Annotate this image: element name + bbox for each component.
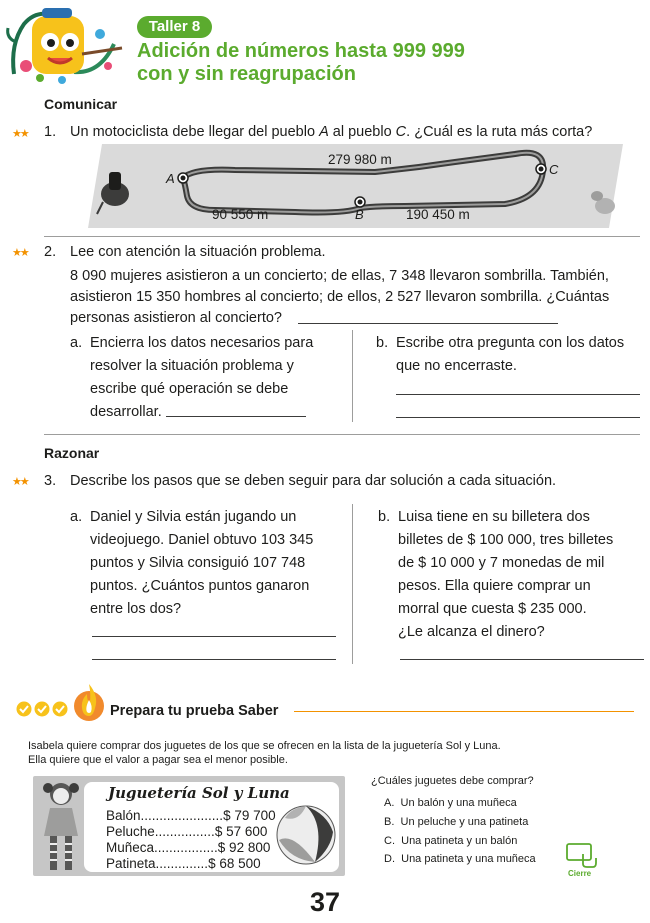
q3b-line: morral que cuesta $ 235 000.: [398, 601, 587, 617]
q3a-label: a.: [70, 509, 83, 525]
q3a-line: puntos. ¿Cuántos puntos ganaron: [90, 578, 310, 594]
flame-icon: [73, 678, 105, 722]
option-text: Una patineta y un balón: [401, 835, 518, 847]
toy-name: Muñeca: [106, 840, 155, 855]
q2b-line: que no encerraste.: [396, 358, 517, 374]
answer-line[interactable]: [166, 416, 306, 417]
dot-leader: ................: [154, 824, 215, 839]
cierre-label: Cierre: [568, 869, 592, 878]
option-c[interactable]: [384, 835, 517, 847]
toy-name: Balón: [106, 808, 141, 823]
answer-line[interactable]: [396, 394, 640, 395]
option-text: Un peluche y una patineta: [400, 816, 529, 828]
dot-leader: ......................: [140, 808, 224, 823]
distance-right: 190 450 m: [406, 207, 470, 222]
doll-illustration: [36, 780, 86, 874]
saber-intro: [28, 739, 501, 767]
q3-text: Describe los pasos que se deben seguir para dar solución a cada situación.: [70, 473, 557, 489]
saber-intro-line: Ella quiere que el valor a pagar sea el menor posible.: [28, 754, 288, 766]
toy-item-muneca: [106, 840, 270, 856]
q2-body-line: personas asistieron al concierto?: [70, 310, 282, 326]
option-letter: C.: [384, 835, 395, 847]
page-number: 37: [309, 887, 341, 917]
saber-rule: [294, 711, 634, 712]
q3-number: 3.: [44, 473, 57, 489]
q2a-label: a.: [70, 335, 83, 351]
point-c-label: C: [549, 162, 559, 177]
q2-body-line: asistieron 15 350 hombres al concierto; de ellos, 2 527 llevaron sombrilla. ¿Cuántas: [70, 289, 610, 305]
option-letter: B.: [384, 816, 395, 828]
option-d[interactable]: [384, 853, 536, 865]
q2-body-line: 8 090 mujeres asistieron a un concierto; de ellas, 7 348 llevaron sombrilla. También,: [70, 268, 609, 284]
q2a-line: desarrollar.: [90, 404, 162, 420]
point-b-label: B: [355, 207, 364, 222]
difficulty-stars-icon: ★★: [12, 128, 28, 140]
q3b-line: Luisa tiene en su billetera dos: [398, 509, 590, 525]
store-name: Juguetería Sol y Luna: [108, 784, 290, 802]
q2-body: [70, 266, 609, 329]
q2b-label: b.: [376, 335, 389, 351]
option-b[interactable]: [384, 816, 528, 828]
q3b-line: de $ 10 000 y 7 monedas de mil: [398, 555, 605, 571]
option-text: Un balón y una muñeca: [400, 797, 517, 809]
q1-number: 1.: [44, 124, 57, 140]
page-title: [137, 40, 465, 86]
toy-price: $ 79 700: [223, 808, 276, 823]
answer-line[interactable]: [92, 636, 336, 637]
q1-text: Un motociclista debe llegar del pueblo A al pueblo C. ¿Cuál es la ruta más corta?: [70, 124, 593, 140]
q2a-line: Encierra los datos necesarios para: [90, 335, 314, 351]
answer-line[interactable]: [92, 659, 336, 660]
title-line-2: con y sin reagrupación: [137, 63, 356, 85]
dot-leader: .................: [154, 840, 218, 855]
option-a[interactable]: [384, 797, 517, 809]
distance-top: 279 980 m: [328, 152, 392, 167]
toy-name: Peluche: [106, 824, 155, 839]
distance-left: 90 550 m: [212, 207, 269, 222]
ball-illustration: [275, 804, 337, 866]
workshop-badge: Taller 8: [137, 16, 212, 38]
q3b-line: pesos. Ella quiere comprar un: [398, 578, 591, 594]
q3a-line: entre los dos?: [90, 601, 182, 617]
q2b-text: [396, 332, 624, 378]
option-letter: A.: [384, 797, 395, 809]
section-razonar: Razonar: [44, 445, 100, 461]
touch-screen-icon: [565, 842, 599, 868]
q2a-line: escribe qué operación se debe: [90, 381, 289, 397]
saber-intro-line: Isabela quiere comprar dos juguetes de los que se ofrecen en la lista de la juguetería Sol y Luna.: [28, 740, 501, 752]
title-line-1: Adición de números hasta 999 999: [137, 40, 465, 62]
answer-line[interactable]: [298, 323, 558, 324]
column-divider: [352, 504, 353, 664]
saber-heading: Prepara tu prueba Saber: [110, 703, 279, 719]
q2a-text: [90, 332, 313, 424]
answer-line[interactable]: [396, 417, 640, 418]
answer-line[interactable]: [400, 659, 644, 660]
toy-item-peluche: [106, 824, 267, 840]
option-text: Una patineta y una muñeca: [401, 853, 536, 865]
q3a-text: [90, 506, 313, 621]
q2-number: 2.: [44, 244, 57, 260]
point-a-label: A: [166, 171, 175, 186]
toy-name: Patineta: [106, 856, 156, 871]
toy-price: $ 68 500: [208, 856, 261, 871]
difficulty-stars-icon: ★★: [12, 247, 28, 259]
toy-item-patineta: [106, 856, 261, 872]
divider: [44, 236, 640, 237]
saber-question: ¿Cuáles juguetes debe comprar?: [371, 775, 534, 787]
q3b-line: ¿Le alcanza el dinero?: [398, 624, 545, 640]
dot-leader: ..............: [155, 856, 209, 871]
q2-intro: Lee con atención la situación problema.: [70, 244, 326, 260]
q3b-label: b.: [378, 509, 391, 525]
column-divider: [352, 330, 353, 422]
toy-price: $ 57 600: [214, 824, 268, 839]
q3b-text: [398, 506, 613, 644]
q3a-line: puntos y Silvia consiguió 107 748: [90, 555, 306, 571]
option-letter: D.: [384, 853, 395, 865]
divider: [44, 434, 640, 435]
mascot-illustration: [4, 4, 126, 88]
toy-item-balon: [106, 808, 276, 824]
check-circles-icon: [15, 700, 71, 718]
difficulty-stars-icon: ★★: [12, 476, 28, 488]
q2b-line: Escribe otra pregunta con los datos: [396, 335, 625, 351]
toy-price: $ 92 800: [217, 840, 271, 855]
q2a-line: resolver la situación problema y: [90, 358, 294, 374]
q3a-line: videojuego. Daniel obtuvo 103 345: [90, 532, 314, 548]
section-comunicar: Comunicar: [44, 96, 118, 112]
q3a-line: Daniel y Silvia están jugando un: [90, 509, 297, 525]
q3b-line: billetes de $ 100 000, tres billetes: [398, 532, 614, 548]
